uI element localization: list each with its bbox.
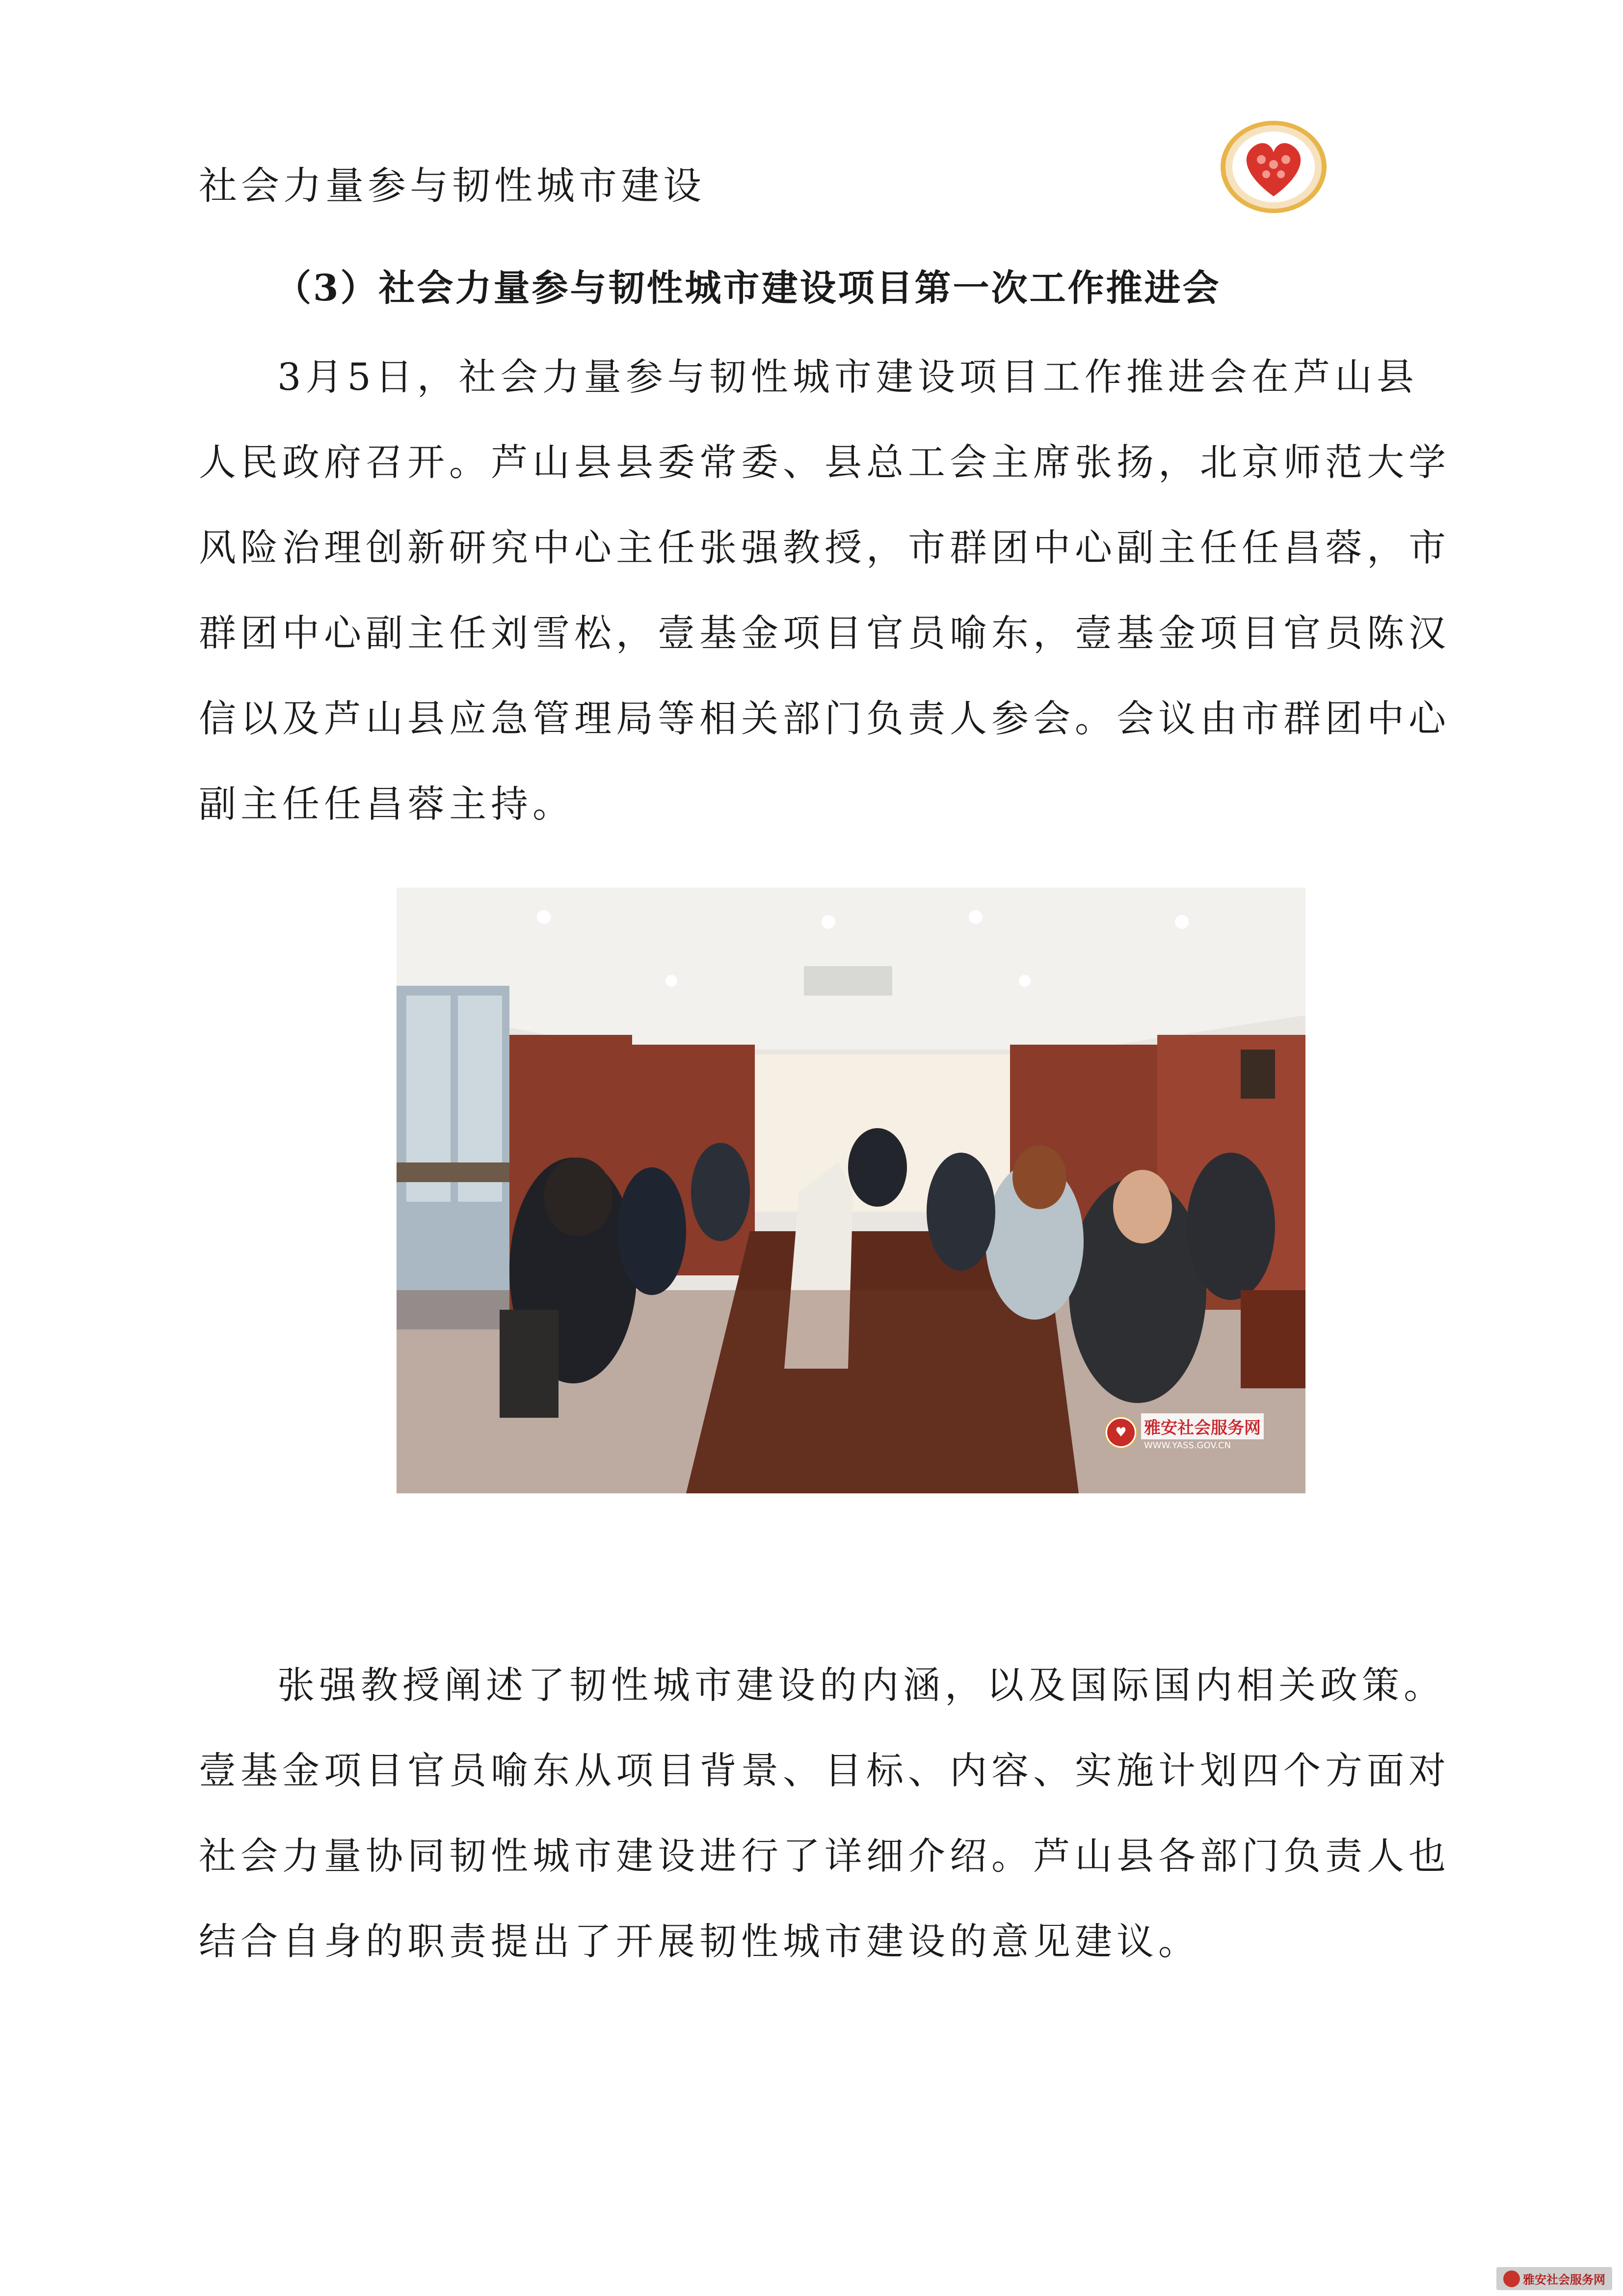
meeting-photo	[397, 888, 1305, 1493]
paragraph-line: 副主任任昌蓉主持。	[199, 782, 574, 826]
stamp-logo-icon	[1503, 2270, 1520, 2287]
paragraph-line: 结合自身的职责提出了开展韧性城市建设的意见建议。	[199, 1919, 1200, 1963]
paragraph-line: 社会力量协同韧性城市建设进行了详细介绍。芦山县各部门负责人也	[199, 1834, 1450, 1878]
footer-stamp	[1496, 2267, 1612, 2290]
paragraph-line: 风险治理创新研究中心主任张强教授，市群团中心副主任任昌蓉，市	[199, 526, 1450, 569]
photo-watermark	[1106, 1413, 1264, 1452]
document-header-title: 社会力量参与韧性城市建设	[199, 164, 706, 208]
section-heading: （3）社会力量参与韧性城市建设项目第一次工作推进会	[275, 267, 1221, 309]
paragraph-line: 张强教授阐述了韧性城市建设的内涵，以及国际国内相关政策。	[277, 1663, 1445, 1707]
paragraph-line: 人民政府召开。芦山县县委常委、县总工会主席张扬，北京师范大学	[199, 440, 1450, 484]
watermark-logo-icon: ♥	[1106, 1417, 1136, 1448]
paragraph-discussion	[199, 1663, 1450, 2008]
paragraph-line: 3月5日，社会力量参与韧性城市建设项目工作推进会在芦山县	[277, 355, 1418, 399]
paragraph-line: 群团中心副主任刘雪松，壹基金项目官员喻东，壹基金项目官员陈汉	[199, 611, 1450, 655]
watermark-url: WWW.YASS.GOV.CN	[1144, 1440, 1231, 1451]
heart-hands-logo-icon	[1217, 118, 1330, 216]
paragraph-line: 壹基金项目官员喻东从项目背景、目标、内容、实施计划四个方面对	[199, 1749, 1450, 1792]
watermark-text: 雅安社会服务网	[1141, 1413, 1264, 1439]
footer-stamp-text: 雅安社会服务网	[1523, 2273, 1605, 2287]
paragraph-meeting-summary	[199, 355, 1450, 871]
paragraph-line: 信以及芦山县应急管理局等相关部门负责人参会。会议由市群团中心	[199, 697, 1450, 740]
